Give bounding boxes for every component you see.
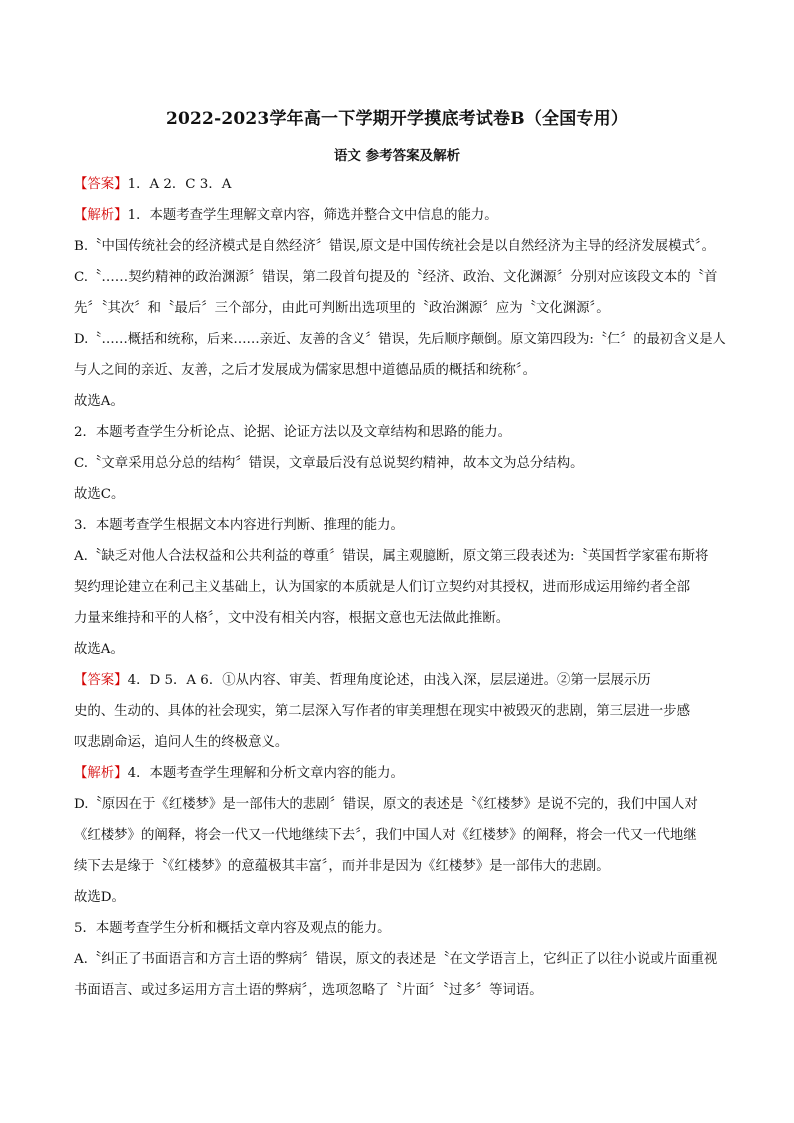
text-line	[74, 607, 734, 638]
line-text: 续下去是缘于〝《红楼梦》的意蕴极其丰富〞，而并非是因为《红楼梦》是一部伟大的悲剧。	[74, 859, 610, 874]
line-text: 1．本题考查学生理解文章内容，筛选并整合文中信息的能力。	[127, 208, 498, 223]
line-text: 力量来维持和平的人格〞，文中没有相关内容，根据文意也无法做此推断。	[74, 611, 510, 626]
section-tag: 【答案】	[74, 673, 128, 688]
text-line	[74, 266, 734, 297]
line-text: 故选D。	[74, 890, 125, 905]
text-line	[74, 700, 734, 731]
text-line	[74, 545, 734, 576]
text-line	[74, 297, 734, 328]
text-line	[74, 452, 734, 483]
text-line	[74, 235, 734, 266]
text-line	[74, 328, 734, 359]
line-text: 5．本题考查学生分析和概括文章内容及观点的能力。	[74, 921, 391, 936]
text-line	[74, 390, 734, 421]
section-tag: 【答案】	[74, 177, 128, 192]
line-text: 书面语言、或过多运用方言土语的弊病〞，选项忽略了〝片面〞〝过多〞等词语。	[74, 983, 543, 998]
text-line	[74, 359, 734, 390]
text-line	[74, 979, 734, 1010]
line-text: 2．本题考查学生分析论点、论据、论证方法以及文章结构和思路的能力。	[74, 425, 512, 440]
text-line	[74, 669, 734, 700]
page-subtitle: 语文 参考答案及解析	[333, 148, 461, 164]
line-text: 史的、生动的、具体的社会现实，第二层深入写作者的审美理想在现实中被毁灭的悲剧，第三层进一步感	[74, 704, 690, 719]
line-text: 与人之间的亲近、友善，之后才发展成为儒家思想中道德品质的概括和统称〞。	[74, 363, 536, 378]
text-line	[74, 576, 734, 607]
page-title: 2022-2023学年高一下学期开学摸底考试卷B（全国专用）	[165, 109, 629, 129]
line-text: 《红楼梦》的阐释，将会一代又一代地继续下去〞，我们中国人对《红楼梦》的阐释，将会一代又一代地继	[74, 828, 697, 843]
text-line	[74, 421, 734, 452]
line-text: 故选A。	[74, 394, 124, 409]
text-line	[74, 483, 734, 514]
line-text: A.〝纠正了书面语言和方言土语的弊病〞错误，原文的表述是〝在文学语言上，它纠正了以往小说或片面重视	[74, 952, 718, 967]
line-text: 3．本题考查学生根据文本内容进行判断、推理的能力。	[74, 518, 404, 533]
text-line	[74, 948, 734, 979]
line-text: 故选C。	[74, 487, 125, 502]
line-text: 4．D 5．A 6．①从内容、审美、哲理角度论述，由浅入深，层层递进。②第一层展示历	[127, 673, 651, 688]
text-line	[74, 886, 734, 917]
text-line	[74, 638, 734, 669]
line-text: 契约理论建立在利己主义基础上，认为国家的本质就是人们订立契约对其授权，进而形成运用缔约者全部	[74, 580, 690, 595]
line-text: D.〝……概括和统称，后来……亲近、友善的含义〞错误，先后顺序颠倒。原文第四段为:〝仁〞的最初含义是人	[74, 332, 726, 347]
text-line	[74, 855, 734, 886]
text-line	[74, 173, 734, 204]
line-text: A.〝缺乏对他人合法权益和公共利益的尊重〞错误，属主观臆断，原文第三段表述为:〝英国哲学家霍布斯将	[74, 549, 709, 564]
text-line	[74, 762, 734, 793]
line-text: 4．本题考查学生理解和分析文章内容的能力。	[127, 766, 404, 781]
answer-body	[74, 173, 734, 1010]
line-text: C.〝……契约精神的政治渊源〞错误，第二段首句提及的〝经济、政治、文化渊源〞分别对应该段文本的〝首	[74, 270, 718, 285]
line-text: 故选A。	[74, 642, 124, 657]
line-text: 先〞〝其次〞和〝最后〞三个部分，由此可判断出选项里的〝政治渊源〞应为〝文化渊源〞。	[74, 301, 610, 316]
text-line	[74, 793, 734, 824]
text-line	[74, 204, 734, 235]
text-line	[74, 731, 734, 762]
text-line	[74, 514, 734, 545]
text-line	[74, 917, 734, 948]
text-line	[74, 824, 734, 855]
line-text: 叹悲剧命运，追问人生的终极意义。	[74, 735, 289, 750]
line-text: D.〝原因在于《红楼梦》是一部伟大的悲剧〞错误，原文的表述是〝《红楼梦》是说不完的，我们中国人对	[74, 797, 698, 812]
line-text: 1．A 2．C 3．A	[127, 177, 232, 192]
section-tag: 【解析】	[74, 766, 128, 781]
line-text: C.〝文章采用总分总的结构〞错误，文章最后没有总说契约精神，故本文为总分结构。	[74, 456, 584, 471]
line-text: B.〝中国传统社会的经济模式是自然经济〞错误,原文是中国传统社会是以自然经济为主导的经济发展模式〞。	[74, 239, 716, 254]
section-tag: 【解析】	[74, 208, 128, 223]
